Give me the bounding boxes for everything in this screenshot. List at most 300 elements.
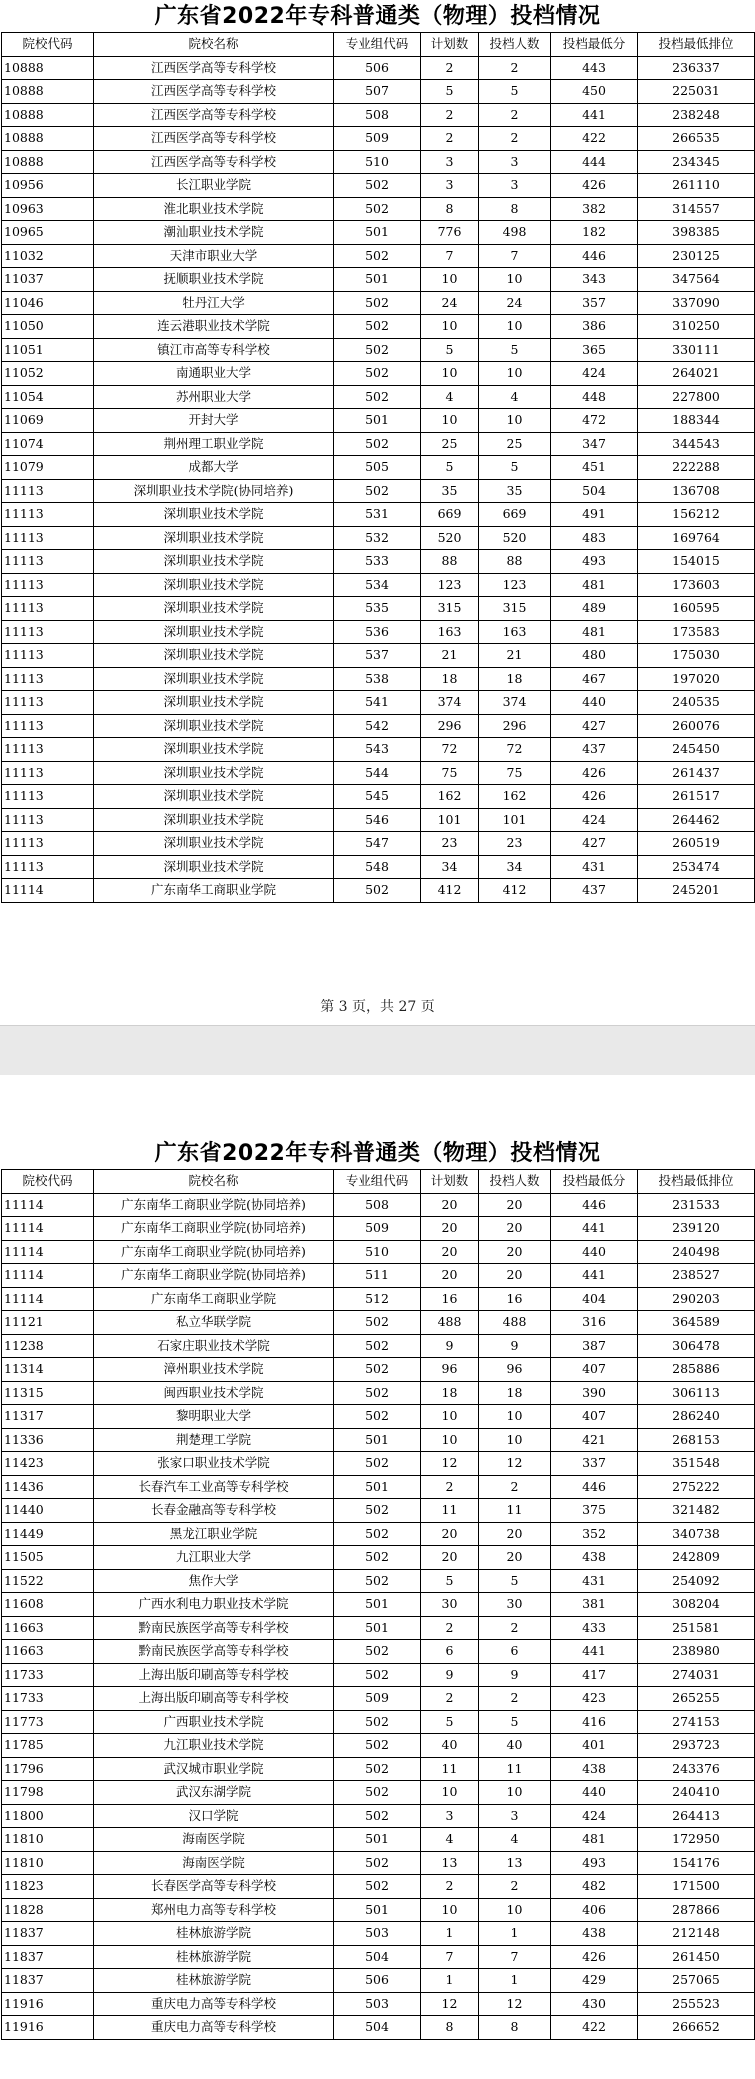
cell-school-code: 11113 [2, 479, 94, 503]
cell-school-code: 11798 [2, 1781, 94, 1805]
cell-school-name: 开封大学 [94, 409, 334, 433]
table-row [2, 1593, 755, 1617]
cell-school-name: 桂林旅游学院 [94, 1922, 334, 1946]
cell-admitted-count: 88 [479, 550, 551, 574]
cell-group-code: 502 [334, 174, 421, 198]
cell-plan-count: 2 [421, 103, 479, 127]
cell-min-rank: 253474 [638, 855, 755, 879]
cell-school-code: 11837 [2, 1922, 94, 1946]
cell-school-name: 淮北职业技术学院 [94, 197, 334, 221]
col-header-group-code: 专业组代码 [334, 33, 421, 57]
cell-admitted-count: 10 [479, 362, 551, 386]
cell-min-score: 482 [551, 1875, 638, 1899]
cell-school-name: 九江职业大学 [94, 1546, 334, 1570]
cell-admitted-count: 13 [479, 1851, 551, 1875]
cell-min-score: 446 [551, 244, 638, 268]
cell-min-rank: 169764 [638, 526, 755, 550]
cell-school-code: 11916 [2, 2016, 94, 2040]
cell-school-code: 11315 [2, 1381, 94, 1405]
cell-plan-count: 412 [421, 879, 479, 903]
cell-min-rank: 347564 [638, 268, 755, 292]
cell-school-code: 11733 [2, 1663, 94, 1687]
cell-plan-count: 8 [421, 197, 479, 221]
cell-school-name: 荆州理工职业学院 [94, 432, 334, 456]
cell-plan-count: 520 [421, 526, 479, 550]
cell-school-code: 11113 [2, 855, 94, 879]
cell-school-name: 深圳职业技术学院 [94, 526, 334, 550]
cell-school-name: 江西医学高等专科学校 [94, 150, 334, 174]
cell-min-rank: 173603 [638, 573, 755, 597]
page-title: 广东省2022年专科普通类（物理）投档情况 [154, 1141, 601, 1166]
cell-min-score: 416 [551, 1710, 638, 1734]
cell-min-rank: 227800 [638, 385, 755, 409]
cell-plan-count: 5 [421, 338, 479, 362]
cell-min-score: 467 [551, 667, 638, 691]
cell-min-score: 491 [551, 503, 638, 527]
cell-school-name: 镇江市高等专科学校 [94, 338, 334, 362]
cell-school-name: 牡丹江大学 [94, 291, 334, 315]
page-title: 广东省2022年专科普通类（物理）投档情况 [154, 4, 601, 29]
cell-school-name: 深圳职业技术学院 [94, 808, 334, 832]
col-header-min-rank: 投档最低排位 [638, 33, 755, 57]
cell-min-rank: 234345 [638, 150, 755, 174]
table-row [2, 174, 755, 198]
col-header-min-rank: 投档最低排位 [638, 1170, 755, 1194]
table-row [2, 56, 755, 80]
cell-school-name: 上海出版印刷高等专科学校 [94, 1663, 334, 1687]
cell-plan-count: 72 [421, 738, 479, 762]
cell-school-name: 深圳职业技术学院 [94, 691, 334, 715]
cell-school-code: 11336 [2, 1428, 94, 1452]
cell-group-code: 502 [334, 1663, 421, 1687]
cell-school-name: 深圳职业技术学院 [94, 644, 334, 668]
cell-min-score: 424 [551, 808, 638, 832]
cell-group-code: 502 [334, 1499, 421, 1523]
cell-school-code: 11663 [2, 1640, 94, 1664]
cell-plan-count: 30 [421, 1593, 479, 1617]
cell-plan-count: 2 [421, 1475, 479, 1499]
cell-admitted-count: 20 [479, 1546, 551, 1570]
cell-school-code: 11051 [2, 338, 94, 362]
cell-min-score: 481 [551, 620, 638, 644]
cell-plan-count: 1 [421, 1969, 479, 1993]
table-row [2, 1663, 755, 1687]
cell-group-code: 502 [334, 291, 421, 315]
cell-admitted-count: 18 [479, 667, 551, 691]
cell-admitted-count: 12 [479, 1992, 551, 2016]
cell-admitted-count: 20 [479, 1522, 551, 1546]
cell-group-code: 501 [334, 1475, 421, 1499]
table-row [2, 1428, 755, 1452]
cell-school-code: 11796 [2, 1757, 94, 1781]
cell-school-name: 闽西职业技术学院 [94, 1381, 334, 1405]
cell-min-score: 337 [551, 1452, 638, 1476]
cell-admitted-count: 520 [479, 526, 551, 550]
cell-group-code: 502 [334, 1405, 421, 1429]
table-row [2, 409, 755, 433]
cell-min-rank: 261110 [638, 174, 755, 198]
table-row [2, 832, 755, 856]
table-row [2, 1804, 755, 1828]
table-row [2, 244, 755, 268]
cell-school-name: 长春金融高等专科学校 [94, 1499, 334, 1523]
cell-school-code: 11114 [2, 879, 94, 903]
cell-min-rank: 175030 [638, 644, 755, 668]
cell-min-rank: 240498 [638, 1240, 755, 1264]
cell-min-rank: 222288 [638, 456, 755, 480]
table-row [2, 1828, 755, 1852]
cell-admitted-count: 16 [479, 1287, 551, 1311]
table-row [2, 362, 755, 386]
cell-min-rank: 266652 [638, 2016, 755, 2040]
cell-min-score: 316 [551, 1311, 638, 1335]
cell-school-name: 长春医学高等专科学校 [94, 1875, 334, 1899]
table-row [2, 597, 755, 621]
cell-plan-count: 20 [421, 1217, 479, 1241]
cell-plan-count: 16 [421, 1287, 479, 1311]
cell-min-score: 437 [551, 879, 638, 903]
table-row [2, 1569, 755, 1593]
cell-admitted-count: 20 [479, 1240, 551, 1264]
cell-school-name: 深圳职业技术学院 [94, 667, 334, 691]
cell-school-code: 10888 [2, 127, 94, 151]
cell-min-rank: 275222 [638, 1475, 755, 1499]
cell-plan-count: 24 [421, 291, 479, 315]
cell-min-score: 472 [551, 409, 638, 433]
col-header-school-name: 院校名称 [94, 1170, 334, 1194]
cell-min-rank: 231533 [638, 1193, 755, 1217]
cell-min-rank: 310250 [638, 315, 755, 339]
cell-school-code: 11046 [2, 291, 94, 315]
cell-admitted-count: 123 [479, 573, 551, 597]
cell-school-name: 深圳职业技术学院 [94, 785, 334, 809]
cell-min-score: 440 [551, 691, 638, 715]
cell-group-code: 532 [334, 526, 421, 550]
cell-group-code: 503 [334, 1992, 421, 2016]
cell-min-rank: 264413 [638, 1804, 755, 1828]
cell-min-score: 422 [551, 127, 638, 151]
cell-min-rank: 245450 [638, 738, 755, 762]
cell-plan-count: 18 [421, 1381, 479, 1405]
cell-plan-count: 2 [421, 1875, 479, 1899]
col-header-group-code: 专业组代码 [334, 1170, 421, 1194]
cell-min-rank: 264462 [638, 808, 755, 832]
col-header-plan-count: 计划数 [421, 33, 479, 57]
cell-group-code: 510 [334, 1240, 421, 1264]
cell-admitted-count: 5 [479, 1710, 551, 1734]
cell-school-code: 11113 [2, 832, 94, 856]
cell-school-code: 11113 [2, 597, 94, 621]
cell-school-name: 武汉城市职业学院 [94, 1757, 334, 1781]
cell-min-rank: 172950 [638, 1828, 755, 1852]
cell-school-name: 海南医学院 [94, 1851, 334, 1875]
cell-group-code: 501 [334, 1828, 421, 1852]
table-row [2, 1217, 755, 1241]
cell-admitted-count: 96 [479, 1358, 551, 1382]
document-page-4 [0, 1075, 755, 2079]
cell-admitted-count: 5 [479, 456, 551, 480]
cell-group-code: 511 [334, 1264, 421, 1288]
cell-min-score: 406 [551, 1898, 638, 1922]
cell-school-code: 11054 [2, 385, 94, 409]
cell-school-code: 11113 [2, 620, 94, 644]
cell-admitted-count: 20 [479, 1193, 551, 1217]
cell-min-rank: 257065 [638, 1969, 755, 1993]
cell-group-code: 502 [334, 479, 421, 503]
cell-school-code: 11114 [2, 1240, 94, 1264]
cell-admitted-count: 2 [479, 103, 551, 127]
cell-group-code: 501 [334, 268, 421, 292]
cell-min-rank: 265255 [638, 1687, 755, 1711]
cell-plan-count: 10 [421, 315, 479, 339]
table-row [2, 1781, 755, 1805]
cell-min-score: 421 [551, 1428, 638, 1452]
cell-group-code: 501 [334, 1593, 421, 1617]
cell-min-score: 431 [551, 855, 638, 879]
cell-group-code: 502 [334, 385, 421, 409]
cell-group-code: 509 [334, 127, 421, 151]
cell-group-code: 542 [334, 714, 421, 738]
cell-min-score: 387 [551, 1334, 638, 1358]
cell-min-score: 401 [551, 1734, 638, 1758]
cell-plan-count: 10 [421, 1781, 479, 1805]
cell-plan-count: 20 [421, 1193, 479, 1217]
cell-admitted-count: 4 [479, 1828, 551, 1852]
cell-min-score: 426 [551, 761, 638, 785]
cell-min-score: 382 [551, 197, 638, 221]
cell-min-score: 441 [551, 1264, 638, 1288]
cell-school-name: 重庆电力高等专科学校 [94, 2016, 334, 2040]
cell-school-code: 11837 [2, 1969, 94, 1993]
table-row [2, 738, 755, 762]
cell-school-code: 11114 [2, 1264, 94, 1288]
cell-school-name: 南通职业大学 [94, 362, 334, 386]
cell-plan-count: 10 [421, 362, 479, 386]
cell-min-score: 423 [551, 1687, 638, 1711]
table-row [2, 1499, 755, 1523]
table-header-row [2, 33, 755, 57]
cell-min-score: 489 [551, 597, 638, 621]
cell-school-code: 10888 [2, 80, 94, 104]
cell-min-rank: 274153 [638, 1710, 755, 1734]
cell-group-code: 537 [334, 644, 421, 668]
cell-min-score: 443 [551, 56, 638, 80]
cell-plan-count: 10 [421, 1898, 479, 1922]
cell-group-code: 544 [334, 761, 421, 785]
col-header-school-code: 院校代码 [2, 33, 94, 57]
cell-school-code: 10965 [2, 221, 94, 245]
cell-plan-count: 10 [421, 268, 479, 292]
cell-min-rank: 245201 [638, 879, 755, 903]
cell-min-score: 438 [551, 1546, 638, 1570]
cell-school-name: 九江职业技术学院 [94, 1734, 334, 1758]
cell-school-name: 漳州职业技术学院 [94, 1358, 334, 1382]
cell-school-code: 11238 [2, 1334, 94, 1358]
cell-group-code: 502 [334, 432, 421, 456]
cell-school-code: 11121 [2, 1311, 94, 1335]
table-row [2, 1240, 755, 1264]
cell-min-rank: 285886 [638, 1358, 755, 1382]
cell-min-score: 483 [551, 526, 638, 550]
cell-admitted-count: 10 [479, 1405, 551, 1429]
cell-school-name: 江西医学高等专科学校 [94, 80, 334, 104]
cell-admitted-count: 9 [479, 1663, 551, 1687]
table-row [2, 1522, 755, 1546]
cell-plan-count: 10 [421, 1405, 479, 1429]
table-row [2, 667, 755, 691]
cell-school-code: 11113 [2, 738, 94, 762]
cell-plan-count: 4 [421, 1828, 479, 1852]
cell-school-code: 11113 [2, 573, 94, 597]
cell-school-name: 上海出版印刷高等专科学校 [94, 1687, 334, 1711]
cell-min-score: 481 [551, 1828, 638, 1852]
cell-school-code: 10888 [2, 150, 94, 174]
cell-min-score: 437 [551, 738, 638, 762]
cell-school-name: 深圳职业技术学院(协同培养) [94, 479, 334, 503]
table-row [2, 385, 755, 409]
cell-group-code: 510 [334, 150, 421, 174]
table-row [2, 1992, 755, 2016]
cell-group-code: 508 [334, 1193, 421, 1217]
cell-group-code: 502 [334, 244, 421, 268]
cell-school-code: 11505 [2, 1546, 94, 1570]
cell-school-name: 深圳职业技术学院 [94, 855, 334, 879]
cell-min-rank: 154176 [638, 1851, 755, 1875]
cell-school-code: 11113 [2, 526, 94, 550]
col-header-min-score: 投档最低分 [551, 33, 638, 57]
cell-group-code: 535 [334, 597, 421, 621]
cell-min-score: 427 [551, 832, 638, 856]
cell-min-score: 504 [551, 479, 638, 503]
cell-school-name: 广东南华工商职业学院(协同培养) [94, 1193, 334, 1217]
cell-admitted-count: 23 [479, 832, 551, 856]
cell-group-code: 545 [334, 785, 421, 809]
cell-min-score: 357 [551, 291, 638, 315]
cell-school-name: 桂林旅游学院 [94, 1945, 334, 1969]
table-row [2, 1287, 755, 1311]
cell-plan-count: 12 [421, 1452, 479, 1476]
cell-group-code: 502 [334, 1757, 421, 1781]
table-row [2, 1851, 755, 1875]
cell-plan-count: 12 [421, 1992, 479, 2016]
table-row [2, 432, 755, 456]
cell-school-code: 11837 [2, 1945, 94, 1969]
table-row [2, 550, 755, 574]
cell-min-rank: 230125 [638, 244, 755, 268]
cell-group-code: 536 [334, 620, 421, 644]
cell-min-rank: 330111 [638, 338, 755, 362]
table-row [2, 503, 755, 527]
cell-min-rank: 261450 [638, 1945, 755, 1969]
cell-group-code: 547 [334, 832, 421, 856]
cell-min-rank: 197020 [638, 667, 755, 691]
cell-admitted-count: 10 [479, 1428, 551, 1452]
cell-school-code: 11440 [2, 1499, 94, 1523]
cell-group-code: 503 [334, 1922, 421, 1946]
table-row [2, 127, 755, 151]
cell-admitted-count: 1 [479, 1922, 551, 1946]
cell-min-score: 347 [551, 432, 638, 456]
cell-min-rank: 308204 [638, 1593, 755, 1617]
cell-school-code: 11828 [2, 1898, 94, 1922]
cell-school-name: 广西职业技术学院 [94, 1710, 334, 1734]
cell-group-code: 534 [334, 573, 421, 597]
cell-school-code: 11823 [2, 1875, 94, 1899]
cell-group-code: 502 [334, 1569, 421, 1593]
table-row [2, 1405, 755, 1429]
cell-group-code: 501 [334, 409, 421, 433]
cell-group-code: 502 [334, 1381, 421, 1405]
cell-plan-count: 20 [421, 1240, 479, 1264]
table-row [2, 1875, 755, 1899]
cell-school-code: 11113 [2, 667, 94, 691]
cell-school-code: 11800 [2, 1804, 94, 1828]
cell-min-score: 422 [551, 2016, 638, 2040]
cell-school-name: 广东南华工商职业学院(协同培养) [94, 1217, 334, 1241]
cell-school-name: 张家口职业技术学院 [94, 1452, 334, 1476]
table-row [2, 785, 755, 809]
cell-admitted-count: 488 [479, 1311, 551, 1335]
table-row [2, 761, 755, 785]
cell-group-code: 531 [334, 503, 421, 527]
cell-plan-count: 18 [421, 667, 479, 691]
cell-plan-count: 35 [421, 479, 479, 503]
cell-group-code: 502 [334, 1710, 421, 1734]
cell-group-code: 502 [334, 1522, 421, 1546]
cell-plan-count: 10 [421, 409, 479, 433]
cell-plan-count: 23 [421, 832, 479, 856]
cell-group-code: 502 [334, 197, 421, 221]
cell-admitted-count: 18 [479, 1381, 551, 1405]
cell-min-score: 480 [551, 644, 638, 668]
cell-min-rank: 261437 [638, 761, 755, 785]
cell-min-rank: 268153 [638, 1428, 755, 1452]
cell-school-code: 11314 [2, 1358, 94, 1382]
cell-admitted-count: 7 [479, 244, 551, 268]
cell-group-code: 507 [334, 80, 421, 104]
col-header-plan-count: 计划数 [421, 1170, 479, 1194]
cell-min-rank: 243376 [638, 1757, 755, 1781]
cell-min-rank: 240535 [638, 691, 755, 715]
cell-min-score: 481 [551, 573, 638, 597]
cell-min-rank: 154015 [638, 550, 755, 574]
cell-min-rank: 306113 [638, 1381, 755, 1405]
cell-plan-count: 2 [421, 127, 479, 151]
cell-group-code: 512 [334, 1287, 421, 1311]
cell-group-code: 506 [334, 1969, 421, 1993]
cell-school-code: 11916 [2, 1992, 94, 2016]
cell-min-score: 451 [551, 456, 638, 480]
cell-school-code: 11114 [2, 1217, 94, 1241]
cell-school-code: 10963 [2, 197, 94, 221]
table-row [2, 855, 755, 879]
cell-min-rank: 188344 [638, 409, 755, 433]
cell-group-code: 502 [334, 1358, 421, 1382]
cell-plan-count: 776 [421, 221, 479, 245]
cell-plan-count: 315 [421, 597, 479, 621]
cell-group-code: 506 [334, 56, 421, 80]
cell-group-code: 502 [334, 1640, 421, 1664]
cell-group-code: 509 [334, 1687, 421, 1711]
cell-plan-count: 11 [421, 1499, 479, 1523]
cell-school-name: 海南医学院 [94, 1828, 334, 1852]
table-row [2, 315, 755, 339]
col-header-school-code: 院校代码 [2, 1170, 94, 1194]
cell-admitted-count: 21 [479, 644, 551, 668]
cell-admitted-count: 5 [479, 338, 551, 362]
cell-school-name: 黔南民族医学高等专科学校 [94, 1616, 334, 1640]
table-row [2, 1898, 755, 1922]
